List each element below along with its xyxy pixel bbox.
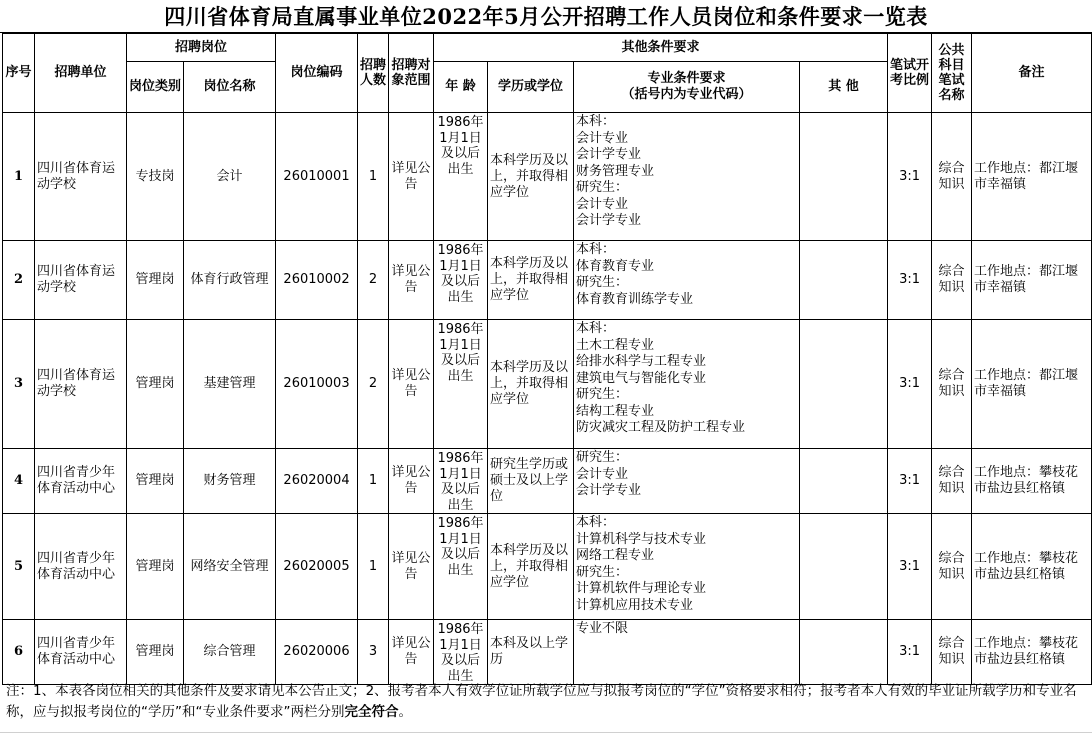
cell-major: 专业不限	[574, 620, 800, 685]
cell-ratio: 3:1	[888, 449, 932, 514]
table-row	[3, 320, 1092, 449]
cell-age: 1986年1月1日及以后出生	[434, 514, 488, 620]
cell-age: 1986年1月1日及以后出生	[434, 241, 488, 320]
header-unit: 招聘单位	[35, 34, 127, 113]
cell-scope: 详见公告	[389, 320, 434, 449]
cell-post-type: 管理岗	[127, 320, 184, 449]
cell-post-name: 会计	[184, 113, 276, 241]
cell-post-code: 26010002	[276, 241, 358, 320]
cell-scope: 详见公告	[389, 113, 434, 241]
header-remark: 备注	[972, 34, 1092, 113]
cell-seq: 1	[3, 113, 35, 241]
cell-count: 1	[358, 449, 389, 514]
cell-edu: 本科学历及以上，并取得相应学位	[488, 241, 574, 320]
header-count: 招聘人数	[358, 34, 389, 113]
cell-post-code: 26020005	[276, 514, 358, 620]
cell-scope: 详见公告	[389, 514, 434, 620]
cell-edu: 本科学历及以上，并取得相应学位	[488, 514, 574, 620]
cell-age: 1986年1月1日及以后出生	[434, 449, 488, 514]
table-row	[3, 449, 1092, 514]
cell-post-code: 26020004	[276, 449, 358, 514]
cell-seq: 5	[3, 514, 35, 620]
cell-scope: 详见公告	[389, 449, 434, 514]
cell-edu: 本科及以上学历	[488, 620, 574, 685]
cell-other	[800, 620, 888, 685]
cell-unit: 四川省青少年体育活动中心	[35, 449, 127, 514]
cell-post-name: 财务管理	[184, 449, 276, 514]
header-other: 其 他	[800, 62, 888, 113]
cell-other	[800, 241, 888, 320]
cell-edu: 研究生学历或硕士及以上学位	[488, 449, 574, 514]
cell-remark: 工作地点：攀枝花市盐边县红格镇	[972, 449, 1092, 514]
cell-ratio: 3:1	[888, 320, 932, 449]
cell-count: 1	[358, 514, 389, 620]
cell-other	[800, 113, 888, 241]
cell-ratio: 3:1	[888, 113, 932, 241]
cell-unit: 四川省青少年体育活动中心	[35, 514, 127, 620]
notes	[2, 679, 1087, 729]
header-post-type: 岗位类别	[127, 62, 184, 113]
notes-end: 。	[398, 704, 412, 720]
cell-post-name: 基建管理	[184, 320, 276, 449]
cell-post-code: 26020006	[276, 620, 358, 685]
cell-major: 研究生： 会计专业 会计学专业	[574, 449, 800, 514]
cell-major: 本科： 土木工程专业 给排水科学与工程专业 建筑电气与智能化专业 研究生： 结构工程专业 防灾减灾工程及防护工程专业	[574, 320, 800, 449]
cell-count: 2	[358, 320, 389, 449]
cell-major: 本科： 会计专业 会计学专业 财务管理专业 研究生： 会计专业 会计学专业	[574, 113, 800, 241]
cell-other	[800, 320, 888, 449]
notes-bold: 完全符合	[344, 704, 399, 720]
cell-exam: 综合知识	[932, 113, 972, 241]
cell-count: 1	[358, 113, 389, 241]
header-age: 年 龄	[434, 62, 488, 113]
cell-remark: 工作地点：都江堰市幸福镇	[972, 241, 1092, 320]
cell-age: 1986年1月1日及以后出生	[434, 620, 488, 685]
cell-unit: 四川省体育运动学校	[35, 113, 127, 241]
table-row	[3, 113, 1092, 241]
header-post-group: 招聘岗位	[127, 34, 276, 62]
cell-remark: 工作地点：都江堰市幸福镇	[972, 113, 1092, 241]
cell-seq: 6	[3, 620, 35, 685]
cell-post-type: 管理岗	[127, 449, 184, 514]
cell-exam: 综合知识	[932, 620, 972, 685]
cell-unit: 四川省体育运动学校	[35, 320, 127, 449]
table-row	[3, 620, 1092, 685]
cell-post-type: 管理岗	[127, 241, 184, 320]
cell-edu: 本科学历及以上，并取得相应学位	[488, 320, 574, 449]
header-other-group: 其他条件要求	[434, 34, 888, 62]
cell-age: 1986年1月1日及以后出生	[434, 320, 488, 449]
cell-ratio: 3:1	[888, 620, 932, 685]
cell-edu: 本科学历及以上，并取得相应学位	[488, 113, 574, 241]
table-row	[3, 514, 1092, 620]
cell-major: 本科： 计算机科学与技术专业 网络工程专业 研究生： 计算机软件与理论专业 计算机应用技术专业	[574, 514, 800, 620]
cell-major: 本科： 体育教育专业 研究生： 体育教育训练学专业	[574, 241, 800, 320]
cell-ratio: 3:1	[888, 241, 932, 320]
cell-post-code: 26010001	[276, 113, 358, 241]
cell-post-type: 管理岗	[127, 620, 184, 685]
header-major: 专业条件要求 （括号内为专业代码）	[574, 62, 800, 113]
cell-post-type: 管理岗	[127, 514, 184, 620]
cell-post-name: 网络安全管理	[184, 514, 276, 620]
cell-other	[800, 514, 888, 620]
cell-post-code: 26010003	[276, 320, 358, 449]
cell-ratio: 3:1	[888, 514, 932, 620]
header-exam: 公共科目笔试名称	[932, 34, 972, 113]
notes-text: 注：1、本表各岗位相关的其他条件及要求请见本公告正文；2、报考者本人有效学位证所载学位应与拟报考岗位的“学位”资格要求相符；报考者本人有效的毕业证所载学历和专业名称，应与拟报考岗位的“学历”和“专业条件要求”两栏分别	[6, 683, 1077, 720]
cell-seq: 4	[3, 449, 35, 514]
header-post-code: 岗位编码	[276, 34, 358, 113]
recruitment-table	[2, 33, 1092, 685]
cell-post-name: 体育行政管理	[184, 241, 276, 320]
header-ratio: 笔试开考比例	[888, 34, 932, 113]
cell-post-name: 综合管理	[184, 620, 276, 685]
cell-remark: 工作地点：攀枝花市盐边县红格镇	[972, 620, 1092, 685]
page-title: 四川省体育局直属事业单位2022年5月公开招聘工作人员岗位和条件要求一览表	[0, 0, 1092, 33]
cell-remark: 工作地点：攀枝花市盐边县红格镇	[972, 514, 1092, 620]
cell-exam: 综合知识	[932, 514, 972, 620]
header-post-name: 岗位名称	[184, 62, 276, 113]
header-seq: 序号	[3, 34, 35, 113]
cell-exam: 综合知识	[932, 449, 972, 514]
cell-post-type: 专技岗	[127, 113, 184, 241]
cell-seq: 3	[3, 320, 35, 449]
cell-exam: 综合知识	[932, 241, 972, 320]
cell-other	[800, 449, 888, 514]
cell-scope: 详见公告	[389, 241, 434, 320]
cell-unit: 四川省体育运动学校	[35, 241, 127, 320]
cell-age: 1986年1月1日及以后出生	[434, 113, 488, 241]
cell-scope: 详见公告	[389, 620, 434, 685]
header-edu: 学历或学位	[488, 62, 574, 113]
table-row	[3, 241, 1092, 320]
header-scope: 招聘对象范围	[389, 34, 434, 113]
cell-exam: 综合知识	[932, 320, 972, 449]
cell-unit: 四川省青少年体育活动中心	[35, 620, 127, 685]
cell-remark: 工作地点：都江堰市幸福镇	[972, 320, 1092, 449]
cell-seq: 2	[3, 241, 35, 320]
cell-count: 3	[358, 620, 389, 685]
cell-count: 2	[358, 241, 389, 320]
